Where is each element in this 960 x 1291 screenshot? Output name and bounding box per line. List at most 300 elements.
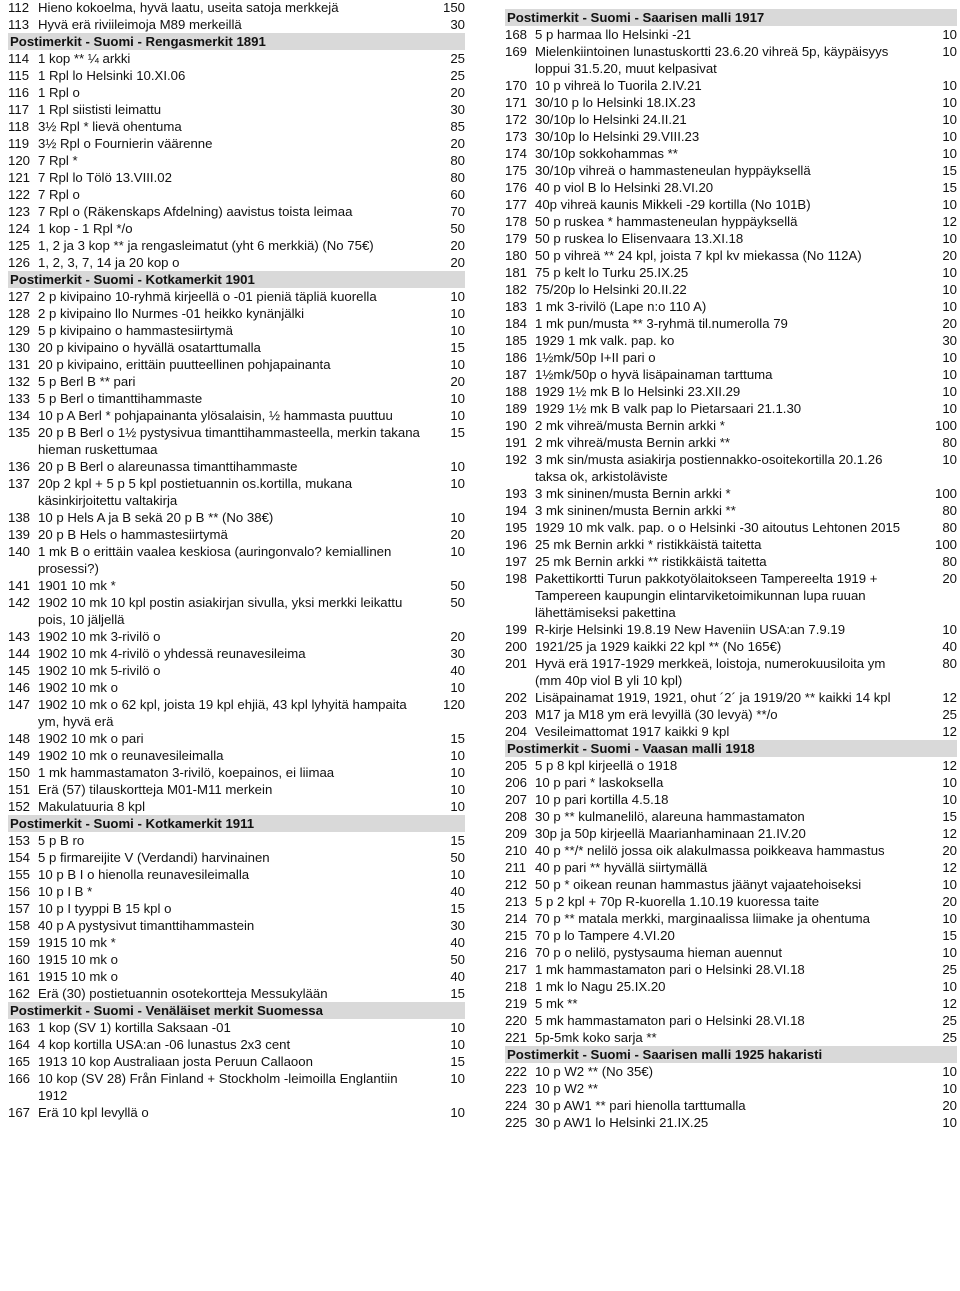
lot-row xyxy=(505,332,957,349)
lot-number: 170 xyxy=(505,78,528,93)
lot-price: 10 xyxy=(450,306,465,321)
lot-description: 1929 1½ mk B valk pap lo Pietarsaari 21.1.30 xyxy=(535,401,802,416)
lot-row xyxy=(505,145,957,162)
lot-description: 20 p kivipaino, erittäin puutteellinen pohjapainanta xyxy=(38,357,331,372)
lot-price: 80 xyxy=(942,554,957,569)
lot-description: 10 p W2 ** (No 35€) xyxy=(535,1064,654,1079)
lot-description: 3 mk sininen/musta Bernin arkki * xyxy=(535,486,731,501)
lot-row xyxy=(8,594,465,628)
lot-price: 15 xyxy=(450,901,465,916)
lot-description: Makulatuuria 8 kpl xyxy=(38,799,146,814)
lot-number: 222 xyxy=(505,1064,528,1079)
lot-description: 40p vihreä kaunis Mikkeli -29 kortilla (No 101B) xyxy=(535,197,811,212)
lot-description: 10 kop (SV 28) Från Finland + Stockholm -leimoilla Englantiin 1912 xyxy=(38,1071,398,1103)
lot-row xyxy=(505,230,957,247)
lot-price: 10 xyxy=(450,1071,465,1086)
lot-number: 166 xyxy=(8,1071,31,1086)
lot-row xyxy=(505,910,957,927)
lot-number: 185 xyxy=(505,333,528,348)
lot-price: 10 xyxy=(942,367,957,382)
lot-price: 10 xyxy=(942,775,957,790)
lot-description: 7 Rpl o xyxy=(38,187,80,202)
lot-row xyxy=(8,645,465,662)
lot-row xyxy=(505,1012,957,1029)
lot-row xyxy=(8,356,465,373)
lot-row xyxy=(8,883,465,900)
lot-price: 10 xyxy=(942,1081,957,1096)
lot-price: 10 xyxy=(942,265,957,280)
lot-description: 30/10p lo Helsinki 24.II.21 xyxy=(535,112,687,127)
lot-number: 132 xyxy=(8,374,31,389)
lot-row xyxy=(8,101,465,118)
lot-number: 128 xyxy=(8,306,31,321)
lot-price: 25 xyxy=(450,68,465,83)
lot-row xyxy=(505,774,957,791)
lot-description: 1 kop ** ¼ arkki xyxy=(38,51,131,66)
lot-price: 85 xyxy=(450,119,465,134)
lot-price: 10 xyxy=(942,384,957,399)
lot-number: 186 xyxy=(505,350,528,365)
lot-number: 176 xyxy=(505,180,528,195)
lot-number: 197 xyxy=(505,554,528,569)
lot-price: 100 xyxy=(934,486,957,501)
lot-price: 20 xyxy=(450,629,465,644)
lot-description: 4 kop kortilla USA:an -06 lunastus 2x3 cent xyxy=(38,1037,291,1052)
lot-price: 10 xyxy=(942,231,957,246)
lot-number: 150 xyxy=(8,765,31,780)
lot-number: 217 xyxy=(505,962,528,977)
lot-number: 141 xyxy=(8,578,31,593)
lot-price: 10 xyxy=(942,129,957,144)
lot-number: 219 xyxy=(505,996,528,1011)
lot-description: 30 p AW1 lo Helsinki 21.IX.25 xyxy=(535,1115,709,1130)
lot-number: 127 xyxy=(8,289,31,304)
lot-description: 30/10p lo Helsinki 29.VIII.23 xyxy=(535,129,700,144)
lot-description: 1, 2, 3, 7, 14 ja 20 kop o xyxy=(38,255,180,270)
lot-row xyxy=(8,237,465,254)
lot-description: 3 mk sininen/musta Bernin arkki ** xyxy=(535,503,736,518)
lot-description: 10 p pari * laskoksella xyxy=(535,775,664,790)
lot-price: 15 xyxy=(942,163,957,178)
lot-row xyxy=(505,417,957,434)
lot-description: 1902 10 mk 10 kpl postin asiakirjan sivulla, yksi merkki leikattu pois, 10 jäljellä xyxy=(38,595,403,627)
lot-number: 151 xyxy=(8,782,31,797)
lot-description: 2 p kivipaino llo Nurmes -01 heikko kynänjälki xyxy=(38,306,305,321)
lot-number: 147 xyxy=(8,697,31,712)
lot-number: 214 xyxy=(505,911,528,926)
lot-description: 2 p kivipaino 10-ryhmä kirjeellä o -01 pieniä täpliä kuorella xyxy=(38,289,377,304)
lot-description: 1902 10 mk o reunavesileimalla xyxy=(38,748,224,763)
lot-description: M17 ja M18 ym erä levyillä (30 levyä) **/o xyxy=(535,707,778,722)
lot-number: 208 xyxy=(505,809,528,824)
lot-description: 5 p firmareijite V (Verdandi) harvinainen xyxy=(38,850,270,865)
lot-number: 224 xyxy=(505,1098,528,1113)
lot-row xyxy=(8,747,465,764)
lot-description: 20 p B Berl o 1½ pystysivua timanttihammasteella, merkin takana hieman ruskettumaa xyxy=(38,425,420,457)
lot-number: 213 xyxy=(505,894,528,909)
lot-number: 218 xyxy=(505,979,528,994)
lot-row xyxy=(505,349,957,366)
lot-number: 135 xyxy=(8,425,31,440)
lot-price: 10 xyxy=(450,357,465,372)
section-heading: Postimerkit - Suomi - Saarisen malli 1925 hakaristi xyxy=(505,1046,957,1063)
lot-row xyxy=(8,67,465,84)
lot-row xyxy=(505,111,957,128)
lot-number: 173 xyxy=(505,129,528,144)
lot-price: 60 xyxy=(450,187,465,202)
lot-row xyxy=(8,900,465,917)
lot-description: 3½ Rpl o Fournierin väärenne xyxy=(38,136,213,151)
lot-number: 193 xyxy=(505,486,528,501)
lot-description: 1902 10 mk o pari xyxy=(38,731,144,746)
lot-price: 100 xyxy=(934,537,957,552)
lot-price: 10 xyxy=(450,459,465,474)
lot-number: 216 xyxy=(505,945,528,960)
lot-description: 20p 2 kpl + 5 p 5 kpl postietuannin os.kortilla, mukana käsinkirjoitettu valtakirja xyxy=(38,476,353,508)
lot-number: 190 xyxy=(505,418,528,433)
lot-price: 10 xyxy=(450,408,465,423)
lot-description: 7 Rpl lo Tölö 13.VIII.02 xyxy=(38,170,172,185)
lot-description: 1 kop (SV 1) kortilla Saksaan -01 xyxy=(38,1020,231,1035)
lot-row xyxy=(505,1063,957,1080)
lot-price: 10 xyxy=(450,544,465,559)
lot-price: 25 xyxy=(942,1030,957,1045)
lot-price: 10 xyxy=(942,979,957,994)
lot-row xyxy=(505,264,957,281)
section-heading: Postimerkit - Suomi - Rengasmerkit 1891 xyxy=(8,33,465,50)
lot-row xyxy=(8,458,465,475)
lot-row xyxy=(505,485,957,502)
lot-price: 10 xyxy=(942,792,957,807)
lot-number: 211 xyxy=(505,860,527,875)
lot-description: 30 p AW1 ** pari hienolla tarttumalla xyxy=(535,1098,746,1113)
lot-description: 2 mk vihreä/musta Bernin arkki * xyxy=(535,418,725,433)
lot-description: 50 p ruskea lo Elisenvaara 13.XI.18 xyxy=(535,231,744,246)
lot-row xyxy=(8,186,465,203)
lot-row xyxy=(8,118,465,135)
lot-price: 40 xyxy=(450,884,465,899)
lot-description: Erä 10 kpl levyllä o xyxy=(38,1105,149,1120)
lot-row xyxy=(505,978,957,995)
lot-price: 12 xyxy=(942,996,957,1011)
lot-description: 5p-5mk koko sarja ** xyxy=(535,1030,657,1045)
lot-price: 40 xyxy=(450,935,465,950)
lot-row xyxy=(8,934,465,951)
lot-row xyxy=(8,50,465,67)
lot-number: 184 xyxy=(505,316,528,331)
lot-description: 30 p ** kulmanelilö, alareuna hammastamaton xyxy=(535,809,805,824)
lot-price: 10 xyxy=(942,401,957,416)
lot-number: 148 xyxy=(8,731,31,746)
lot-number: 130 xyxy=(8,340,31,355)
lot-number: 122 xyxy=(8,187,31,202)
lot-number: 169 xyxy=(505,44,528,59)
lot-price: 15 xyxy=(450,986,465,1001)
lot-description: 1902 10 mk o xyxy=(38,680,118,695)
lot-row xyxy=(8,407,465,424)
lot-number: 204 xyxy=(505,724,528,739)
lot-description: 7 Rpl * xyxy=(38,153,78,168)
lot-price: 20 xyxy=(942,571,957,586)
lot-number: 131 xyxy=(8,357,31,372)
lot-description: 3 mk sin/musta asiakirja postiennakko-osoitekortilla 20.1.26 taksa ok, arkistoläviste xyxy=(535,452,883,484)
lot-description: 40 p **/* nelilö jossa oik alakulmassa poikkeava hammastus xyxy=(535,843,885,858)
lot-row xyxy=(8,1053,465,1070)
lot-number: 119 xyxy=(8,136,30,151)
lot-number: 207 xyxy=(505,792,528,807)
lot-price: 20 xyxy=(942,1098,957,1113)
lot-row xyxy=(505,128,957,145)
lot-row xyxy=(8,849,465,866)
lot-row xyxy=(505,1097,957,1114)
lot-description: 1901 10 mk * xyxy=(38,578,116,593)
lot-description: 25 mk Bernin arkki ** ristikkäistä taitetta xyxy=(535,554,767,569)
lot-description: 1929 10 mk valk. pap. o o Helsinki -30 aitoutus Lehtonen 2015 xyxy=(535,520,901,535)
lot-row xyxy=(8,390,465,407)
lot-description: 10 p I B * xyxy=(38,884,93,899)
lot-description: 1913 10 kop Australiaan josta Peruun Callaoon xyxy=(38,1054,313,1069)
lot-price: 20 xyxy=(942,843,957,858)
lot-price: 10 xyxy=(942,44,957,59)
lot-price: 80 xyxy=(942,503,957,518)
lot-number: 179 xyxy=(505,231,528,246)
lot-description: 5 p Berl o timanttihammaste xyxy=(38,391,203,406)
lot-description: 1 mk B o erittäin vaalea keskiosa (auringonvalo? kemiallinen prosessi?) xyxy=(38,544,392,576)
lot-number: 192 xyxy=(505,452,528,467)
lot-description: 1½mk/50p I+II pari o xyxy=(535,350,656,365)
lot-price: 10 xyxy=(942,78,957,93)
lot-row xyxy=(505,655,957,689)
lot-row xyxy=(8,1070,465,1104)
lot-number: 202 xyxy=(505,690,528,705)
lot-number: 112 xyxy=(8,0,30,15)
lot-row xyxy=(8,832,465,849)
lot-description: 20 p B Berl o alareunassa timanttihammaste xyxy=(38,459,298,474)
lot-description: 5 p kivipaino o hammastesiirtymä xyxy=(38,323,233,338)
lot-price: 10 xyxy=(942,197,957,212)
lot-number: 165 xyxy=(8,1054,31,1069)
lot-row xyxy=(505,825,957,842)
lot-number: 125 xyxy=(8,238,31,253)
lot-price: 10 xyxy=(450,510,465,525)
lot-row xyxy=(505,757,957,774)
lot-description: 10 p W2 ** xyxy=(535,1081,599,1096)
lot-number: 159 xyxy=(8,935,31,950)
lot-description: 1 mk hammastamaton pari o Helsinki 28.VI.18 xyxy=(535,962,805,977)
lot-row xyxy=(8,1036,465,1053)
lot-number: 188 xyxy=(505,384,528,399)
lot-price: 10 xyxy=(450,867,465,882)
lot-row xyxy=(8,220,465,237)
lot-number: 163 xyxy=(8,1020,31,1035)
lot-price: 20 xyxy=(942,894,957,909)
lot-price: 10 xyxy=(450,323,465,338)
lot-price: 70 xyxy=(450,204,465,219)
lot-row xyxy=(505,213,957,230)
lot-description: 40 p viol B lo Helsinki 28.VI.20 xyxy=(535,180,714,195)
lot-price: 30 xyxy=(450,17,465,32)
lot-number: 145 xyxy=(8,663,31,678)
lot-description: Erä (30) postietuannin osotekortteja Messukylään xyxy=(38,986,328,1001)
lot-price: 80 xyxy=(450,170,465,185)
lot-price: 20 xyxy=(942,316,957,331)
lot-row xyxy=(505,77,957,94)
lot-row xyxy=(8,917,465,934)
lot-price: 150 xyxy=(442,0,465,15)
section-heading: Postimerkit - Suomi - Venäläiset merkit Suomessa xyxy=(8,1002,465,1019)
lot-row xyxy=(8,288,465,305)
lot-description: Hieno kokoelma, hyvä laatu, useita satoja merkkejä xyxy=(38,0,339,15)
lot-price: 20 xyxy=(450,85,465,100)
lot-description: 20 p kivipaino o hyvällä osatarttumalla xyxy=(38,340,261,355)
lot-description: 10 p Hels A ja B sekä 20 p B ** (No 38€) xyxy=(38,510,274,525)
lot-row xyxy=(8,526,465,543)
lot-description: 30/10p vihreä o hammasteneulan hyppäyksellä xyxy=(535,163,811,178)
lot-number: 198 xyxy=(505,571,528,586)
lot-number: 162 xyxy=(8,986,31,1001)
lot-number: 194 xyxy=(505,503,528,518)
lot-price: 10 xyxy=(450,782,465,797)
lot-row xyxy=(505,553,957,570)
lot-description: 50 p vihreä ** 24 kpl, joista 7 kpl kv miekassa (No 112A) xyxy=(535,248,862,263)
lot-description: 5 mk hammastamaton pari o Helsinki 28.VI.18 xyxy=(535,1013,805,1028)
lot-number: 142 xyxy=(8,595,31,610)
lot-number: 156 xyxy=(8,884,31,899)
lot-row xyxy=(8,866,465,883)
lot-price: 30 xyxy=(450,102,465,117)
lot-row xyxy=(505,995,957,1012)
lot-row xyxy=(8,322,465,339)
lot-row xyxy=(505,706,957,723)
lot-price: 10 xyxy=(942,299,957,314)
lot-description: 1 mk pun/musta ** 3-ryhmä til.numerolla 79 xyxy=(535,316,788,331)
lot-price: 10 xyxy=(942,95,957,110)
lot-number: 212 xyxy=(505,877,528,892)
lot-number: 220 xyxy=(505,1013,528,1028)
lot-number: 158 xyxy=(8,918,31,933)
lot-row xyxy=(8,152,465,169)
lot-number: 168 xyxy=(505,27,528,42)
lot-row xyxy=(505,383,957,400)
lot-price: 50 xyxy=(450,850,465,865)
lot-number: 121 xyxy=(8,170,31,185)
lot-number: 133 xyxy=(8,391,31,406)
lot-description: 1915 10 mk o xyxy=(38,952,118,967)
lot-price: 20 xyxy=(942,248,957,263)
lot-description: 1915 10 mk * xyxy=(38,935,116,950)
lot-number: 206 xyxy=(505,775,528,790)
lot-price: 12 xyxy=(942,724,957,739)
lot-number: 126 xyxy=(8,255,31,270)
lot-price: 25 xyxy=(942,1013,957,1028)
lot-number: 120 xyxy=(8,153,31,168)
lot-row xyxy=(8,203,465,220)
lot-description: 1902 10 mk 5-rivilö o xyxy=(38,663,161,678)
lot-number: 118 xyxy=(8,119,30,134)
lot-row xyxy=(505,927,957,944)
lot-price: 10 xyxy=(450,1037,465,1052)
lot-row xyxy=(505,1080,957,1097)
lot-row xyxy=(8,509,465,526)
lot-number: 155 xyxy=(8,867,31,882)
lot-description: 30p ja 50p kirjeellä Maarianhaminaan 21.IV.20 xyxy=(535,826,806,841)
lot-number: 210 xyxy=(505,843,528,858)
section-heading: Postimerkit - Suomi - Vaasan malli 1918 xyxy=(505,740,957,757)
lot-number: 221 xyxy=(505,1030,528,1045)
lot-number: 138 xyxy=(8,510,31,525)
lot-price: 12 xyxy=(942,860,957,875)
lot-price: 10 xyxy=(942,1115,957,1130)
lot-number: 195 xyxy=(505,520,528,535)
lot-row xyxy=(505,26,957,43)
lot-price: 25 xyxy=(942,707,957,722)
lot-row xyxy=(8,679,465,696)
lot-row xyxy=(8,475,465,509)
lot-number: 161 xyxy=(8,969,31,984)
lot-row xyxy=(8,169,465,186)
lot-number: 129 xyxy=(8,323,31,338)
lot-price: 10 xyxy=(942,146,957,161)
lot-row xyxy=(505,519,957,536)
lot-number: 199 xyxy=(505,622,528,637)
lot-row xyxy=(505,298,957,315)
lot-number: 215 xyxy=(505,928,528,943)
lot-description: 10 p vihreä lo Tuorila 2.IV.21 xyxy=(535,78,702,93)
lot-number: 225 xyxy=(505,1115,528,1130)
lot-price: 10 xyxy=(942,350,957,365)
lot-row xyxy=(505,1114,957,1131)
lot-number: 153 xyxy=(8,833,31,848)
lot-description: 7 Rpl o (Räkenskaps Afdelning) aavistus toista leimaa xyxy=(38,204,353,219)
lot-number: 200 xyxy=(505,639,528,654)
lot-row xyxy=(8,254,465,271)
lot-row xyxy=(505,961,957,978)
lot-price: 20 xyxy=(450,136,465,151)
lot-description: 40 p pari ** hyvällä siirtymällä xyxy=(535,860,708,875)
lot-number: 167 xyxy=(8,1105,31,1120)
lot-price: 15 xyxy=(450,833,465,848)
lot-number: 171 xyxy=(505,95,528,110)
lot-row xyxy=(8,662,465,679)
lot-row xyxy=(505,570,957,621)
lot-description: 5 p B ro xyxy=(38,833,85,848)
lot-description: 30/10p sokkohammas ** xyxy=(535,146,678,161)
lot-number: 172 xyxy=(505,112,528,127)
lot-number: 116 xyxy=(8,85,30,100)
lot-description: 75 p kelt lo Turku 25.IX.25 xyxy=(535,265,689,280)
lot-price: 15 xyxy=(942,180,957,195)
lot-description: 1902 10 mk 3-rivilö o xyxy=(38,629,161,644)
left-column xyxy=(8,0,465,1121)
lot-price: 10 xyxy=(942,1064,957,1079)
lot-price: 30 xyxy=(450,646,465,661)
lot-number: 134 xyxy=(8,408,31,423)
lot-price: 20 xyxy=(450,374,465,389)
lot-price: 12 xyxy=(942,214,957,229)
lot-row xyxy=(8,951,465,968)
lot-description: 75/20p lo Helsinki 20.II.22 xyxy=(535,282,687,297)
lot-price: 10 xyxy=(450,748,465,763)
lot-row xyxy=(505,247,957,264)
lot-description: 1 Rpl siististi leimattu xyxy=(38,102,162,117)
lot-row xyxy=(505,536,957,553)
lot-price: 10 xyxy=(942,911,957,926)
lot-price: 10 xyxy=(450,1105,465,1120)
lot-row xyxy=(505,621,957,638)
lot-number: 154 xyxy=(8,850,31,865)
lot-price: 15 xyxy=(450,425,465,440)
lot-number: 223 xyxy=(505,1081,528,1096)
